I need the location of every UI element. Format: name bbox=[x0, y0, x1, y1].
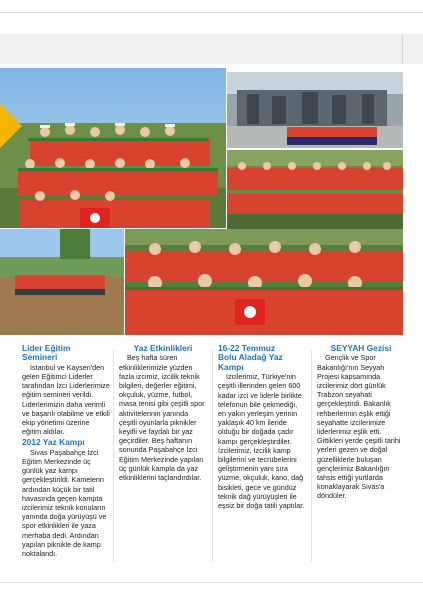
group-photo-right bbox=[227, 150, 403, 232]
column-4-text: Gençlik ve Spor Bakanlığı'nın Seyyah Projesi kapsamında izcilerimiz dört günlük Trabzon seyahati gerçekleştirdi. Bakanlık rehberlerinin eşlik ettiği seyahatte izcilerimize liderlerimiz eşlik etti. Gittikleri yerde çeşitli tarihi yerleri gezen ve doğal güzelliklerle buluşan gençlerimiz Bakanlığın tahsis ettiği yurtlarda konaklayarak Sivas'a döndüler. bbox=[317, 353, 401, 501]
column-divider bbox=[311, 350, 312, 562]
column-1-heading: Lider Eğitim Semineri bbox=[22, 343, 71, 363]
article-column-3 bbox=[218, 344, 306, 512]
column-1-text-2: Sivas Paşabahçe İzci Eğitim Merkezinde üç günlük yaz kampı gerçekleştirildi. Kamelerin ardından küçük bir tatil havasında geçen kampta izcilerimiz teknik konuların yanında doğa yürüyüşü ve spor etkinlikleri ile yaza merhaba dedi. Ardından yapılan piknikle de kamp noktalandı. bbox=[22, 447, 107, 559]
column-3-text: İzcilerimiz, Türkiye'nin çeşitli illerinden gelen 600 kadar izci ve liderle birlikte telefonun bile çekmediği, en yakın yerleşim yerinin yaklaşık 40 km ileride olduğu bir doğada çadır kampı gerçekleştirdiler. İzcilerimiz, İzcilik kamp bilgilerini ve tecrübelerini geliştirmenin yanı sıra yüzme, okçuluk, kano, dağ bisikleti, gece ve gündüz teknik dağ yürüyüşleri ile eşsiz bir doğa tatili yaptılar. bbox=[218, 372, 305, 511]
header-edge-line bbox=[402, 34, 403, 64]
column-2-heading: Yaz Etkinlikleri bbox=[133, 343, 193, 353]
column-2-text: Beş hafta süren etkinliklerimizle yüzden fazla izcimiz, izcilik teknik bilgileri, değerler eğitimi, okçuluk, yüzme, futbol, masa tenisi gibi çeşitli spor aktivitelerinin yanında çeşitli oyunlarla piknikler keyifli ve faydalı bir yaz geçirdiler. Beş haftanın sonunda Paşabahçe İzci Eğitim Merkezinde yapılan üç günlük kampla da yaz etkinliklerini taçlandırdılar. bbox=[119, 353, 205, 483]
column-4-heading: SEYYAH Gezisi bbox=[330, 343, 392, 353]
article-column-4 bbox=[317, 344, 405, 503]
article-column-1 bbox=[22, 344, 110, 560]
top-rule bbox=[0, 12, 423, 13]
group-photo-large bbox=[125, 229, 403, 335]
landscape-photo-left bbox=[0, 229, 124, 335]
column-divider bbox=[212, 350, 213, 562]
column-3-heading: 16-22 Temmuz Bolu Aladağ Yaz Kampı bbox=[218, 343, 283, 372]
tab-arrow-marker bbox=[0, 104, 22, 148]
monument-photo bbox=[227, 72, 403, 148]
article-column-2 bbox=[119, 344, 207, 484]
column-1-subheading: 2012 Yaz Kampı bbox=[22, 437, 85, 448]
bottom-rule bbox=[0, 582, 423, 583]
group-photo-main bbox=[0, 68, 226, 228]
column-1-text: İstanbul ve Kayseri'den gelen Eğitimci Liderler tarafından İzci Liderlerimize eğitim semineri verildi. Liderlerimizin daha verimli ve başarılı olabilme ve etkili ekip yönetimi üzerine eğitim aldılar. bbox=[22, 362, 110, 437]
header-band bbox=[0, 34, 423, 64]
column-divider bbox=[113, 350, 114, 562]
